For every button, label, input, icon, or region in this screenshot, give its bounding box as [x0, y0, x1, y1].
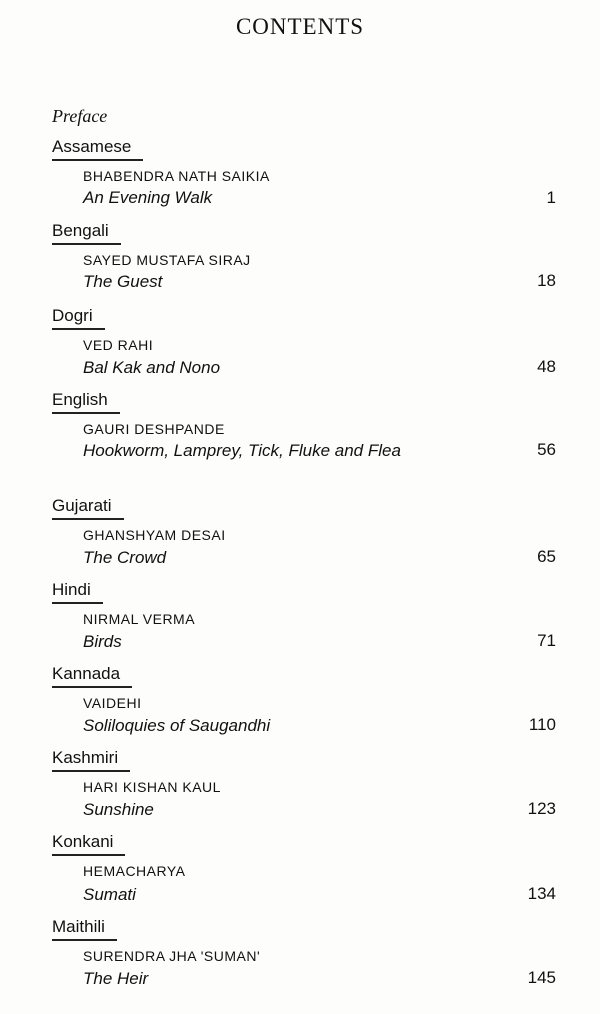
author-name: SAYED MUSTAFA SIRAJ: [83, 252, 251, 268]
story-title: Soliloquies of Saugandhi: [83, 716, 271, 735]
author-name: VED RAHI: [83, 337, 154, 353]
author-name: HARI KISHAN KAUL: [83, 779, 221, 795]
preface-entry: Preface: [52, 106, 108, 126]
page-number: 145: [527, 968, 556, 987]
language-heading: Dogri: [52, 306, 105, 330]
page-title: CONTENTS: [235, 14, 365, 39]
page-number: 48: [537, 357, 556, 376]
page-number: 1: [546, 188, 556, 207]
language-heading: Assamese: [52, 137, 143, 161]
language-heading: Kashmiri: [52, 748, 130, 772]
story-title: The Heir: [83, 969, 149, 988]
author-name: HEMACHARYA: [83, 863, 186, 879]
author-name: NIRMAL VERMA: [83, 611, 196, 627]
language-heading: Hindi: [52, 580, 103, 604]
page-number: 134: [527, 884, 556, 903]
language-heading: English: [52, 390, 120, 414]
page-number: 65: [537, 547, 556, 566]
language-heading: Maithili: [52, 917, 117, 941]
story-title: Sumati: [83, 885, 136, 904]
page-number: 110: [528, 715, 556, 734]
language-heading: Kannada: [52, 664, 132, 688]
author-name: GAURI DESHPANDE: [83, 421, 225, 437]
story-title: Bal Kak and Nono: [83, 358, 221, 377]
story-title: The Guest: [83, 272, 163, 291]
story-title: Birds: [83, 632, 122, 651]
story-title: The Crowd: [83, 548, 167, 567]
author-name: SURENDRA JHA 'SUMAN': [83, 948, 261, 964]
story-title: Sunshine: [83, 800, 154, 819]
language-heading: Gujarati: [52, 496, 124, 520]
author-name: BHABENDRA NATH SAIKIA: [83, 168, 270, 184]
author-name: GHANSHYAM DESAI: [83, 527, 226, 543]
page-number: 56: [537, 440, 556, 459]
page-number: 123: [527, 799, 556, 818]
language-heading: Konkani: [52, 832, 125, 856]
page-number: 71: [537, 631, 556, 650]
story-title: An Evening Walk: [83, 188, 213, 207]
language-heading: Bengali: [52, 221, 121, 245]
page-number: 18: [537, 271, 556, 290]
story-title: Hookworm, Lamprey, Tick, Fluke and Flea: [83, 441, 401, 460]
author-name: VAIDEHI: [83, 695, 142, 711]
